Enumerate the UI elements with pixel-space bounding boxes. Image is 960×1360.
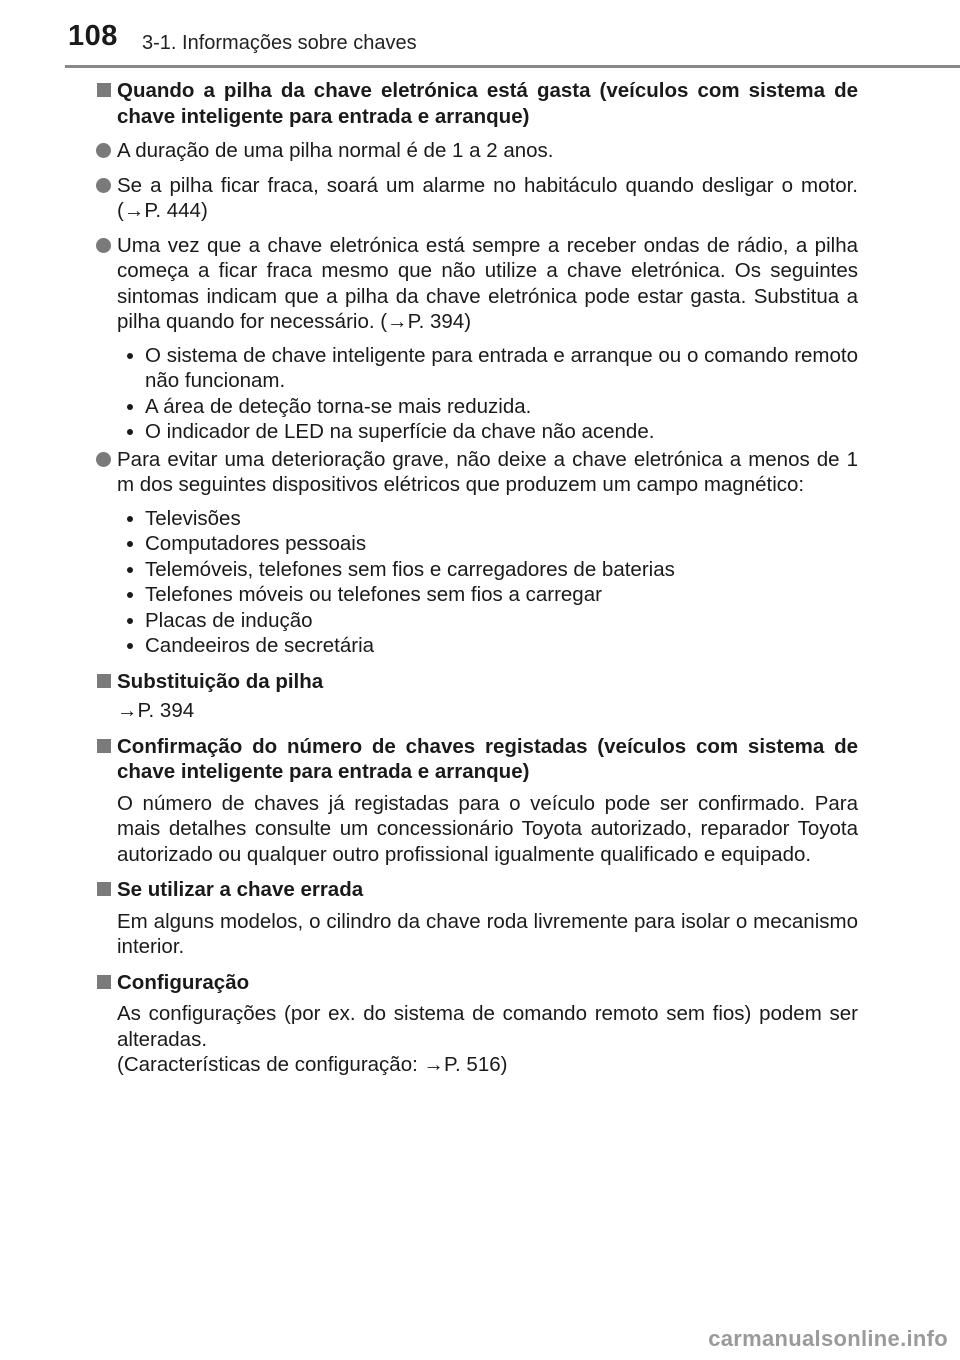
page-number: 108 xyxy=(68,20,118,52)
symptom-item: A área de deteção torna-se mais reduzida. xyxy=(127,394,858,420)
symptom-item: O indicador de LED na superfície da chave não acende. xyxy=(127,419,858,445)
watermark: carmanualsonline.info xyxy=(708,1326,948,1351)
devices-list xyxy=(117,506,858,659)
section-battery-replacement xyxy=(95,669,858,724)
square-bullet-icon xyxy=(97,739,111,753)
device-item: Telemóveis, telefones sem fios e carregadores de baterias xyxy=(127,557,858,583)
device-item: Televisões xyxy=(127,506,858,532)
section-wrong-key xyxy=(95,877,858,960)
dot-bullet-icon xyxy=(127,516,133,522)
dot-bullet-icon xyxy=(127,643,133,649)
page-header xyxy=(0,0,960,70)
square-bullet-icon xyxy=(97,674,111,688)
dot-bullet-icon xyxy=(127,429,133,435)
dot-bullet-icon xyxy=(127,567,133,573)
section-text: Em alguns modelos, o cilindro da chave roda livremente para isolar o mecanismo interior. xyxy=(117,909,858,958)
section-battery-low xyxy=(95,78,858,659)
device-item: Placas de indução xyxy=(127,608,858,634)
page-reference: →P. 394 xyxy=(117,699,195,722)
list-item: A duração de uma pilha normal é de 1 a 2 anos. xyxy=(117,138,858,164)
main-content xyxy=(95,78,858,1088)
section-title: Substituição da pilha xyxy=(117,669,324,693)
section-text-reference: (Características de configuração: →P. 516) xyxy=(117,1053,508,1076)
section-text: O número de chaves já registadas para o veículo pode ser confirmado. Para mais detalhes consulte um concessionário Toyota autorizado, reparador Toyota autorizado ou qualquer outro profissional igualmente qualificado e equipado. xyxy=(117,791,858,866)
section-title: Quando a pilha da chave eletrónica está gasta (veículos com sistema de chave inteligente para entrada e arranque) xyxy=(117,79,858,128)
symptom-item: O sistema de chave inteligente para entrada e arranque ou o comando remoto não funcionam. xyxy=(127,343,858,394)
section-registered-keys xyxy=(95,734,858,868)
device-item: Telefones móveis ou telefones sem fios a carregar xyxy=(127,582,858,608)
header-rule xyxy=(65,65,960,68)
list-item: Uma vez que a chave eletrónica está sempre a receber ondas de rádio, a pilha começa a ficar fraca mesmo que não utilize a chave eletrónica. Os seguintes sintomas indicam que a pilha da chave eletrónica pode estar gasta. Substitua a pilha quando for necessário. (→P. 394) O sistema de chave inteligente para entrada e arranque ou o comando remoto não funcionam. A área de deteção torna-se mais reduzida. O indicador de LED na superfície da chave não acende. xyxy=(117,233,858,445)
circle-bullet-icon xyxy=(96,238,111,253)
circle-bullet-icon xyxy=(96,452,111,467)
section-configuration xyxy=(95,970,858,1078)
circle-bullet-icon xyxy=(96,143,111,158)
square-bullet-icon xyxy=(97,975,111,989)
dot-bullet-icon xyxy=(127,353,133,359)
list-item: Para evitar uma deterioração grave, não deixe a chave eletrónica a menos de 1 m dos seguintes dispositivos elétricos que produzem um campo magnético: Televisões Computadores pessoais Telemóveis, telefones sem fios e carregadores de baterias Telefones móveis ou telefones sem fios a carregar Placas de indução Candeeiros de secretária xyxy=(117,447,858,659)
device-item: Candeeiros de secretária xyxy=(127,633,858,659)
circle-bullet-icon xyxy=(96,178,111,193)
dot-bullet-icon xyxy=(127,618,133,624)
square-bullet-icon xyxy=(97,83,111,97)
section-title: Se utilizar a chave errada xyxy=(117,878,364,901)
device-item: Computadores pessoais xyxy=(127,531,858,557)
symptoms-list xyxy=(117,343,858,445)
list-item: Se a pilha ficar fraca, soará um alarme no habitáculo quando desligar o motor. (→P. 444) xyxy=(117,173,858,224)
dot-bullet-icon xyxy=(127,592,133,598)
dot-bullet-icon xyxy=(127,541,133,547)
square-bullet-icon xyxy=(97,882,111,896)
section-title: Confirmação do número de chaves registadas (veículos com sistema de chave inteligente para entrada e arranque) xyxy=(117,734,858,783)
chapter-title: 3-1. Informações sobre chaves xyxy=(142,32,417,54)
section-title: Configuração xyxy=(117,970,250,994)
dot-bullet-icon xyxy=(127,404,133,410)
section-text: As configurações (por ex. do sistema de comando remoto sem fios) podem ser alteradas. xyxy=(117,1002,858,1051)
